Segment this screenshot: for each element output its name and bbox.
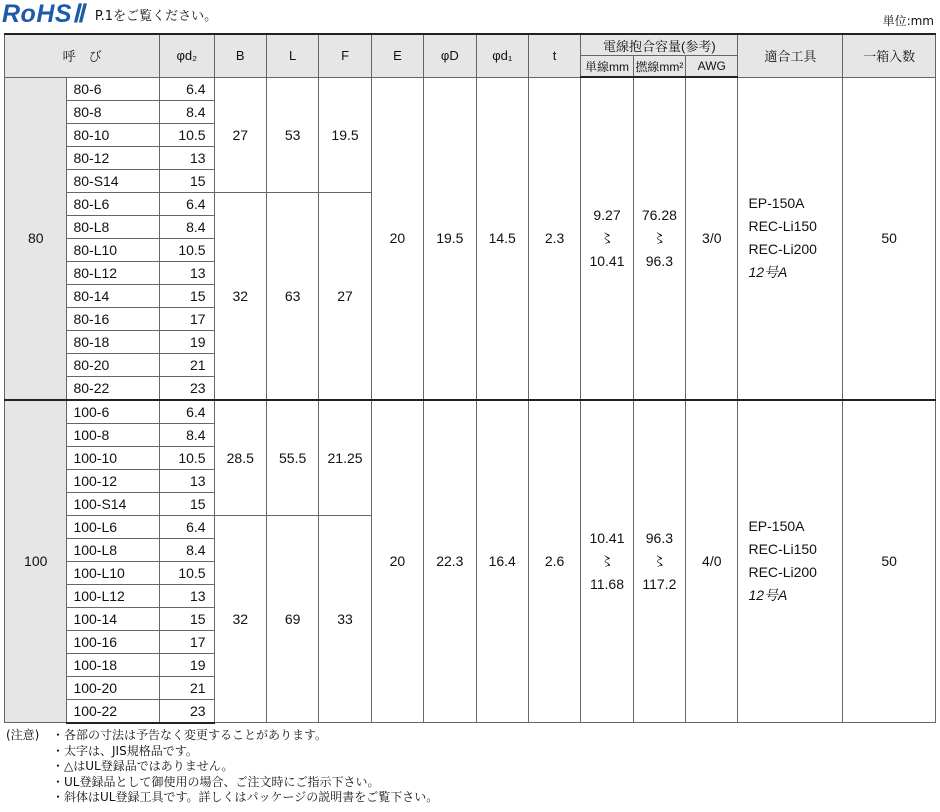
part-name: 80-20 — [67, 353, 160, 376]
notes-lines — [52, 728, 438, 806]
d2-cell: 13 — [160, 146, 214, 169]
part-name: 80-S14 — [67, 169, 160, 192]
d2-cell: 15 — [160, 607, 214, 630]
d2-cell: 10.5 — [160, 123, 214, 146]
part-name: 100-S14 — [67, 492, 160, 515]
e-cell: 20 — [371, 400, 423, 723]
single-wire-value: 11.68 — [589, 575, 624, 592]
stranded-wire-value: 76.28 — [641, 206, 677, 223]
qty-cell: 50 — [843, 400, 936, 723]
tool-name: EP-150A — [748, 195, 805, 211]
d-cell: 19.5 — [424, 77, 476, 400]
e-cell: 20 — [371, 77, 423, 400]
header-name: 呼 び — [5, 34, 160, 77]
l-cell: 69 — [266, 515, 318, 723]
spec-table-body — [5, 77, 936, 723]
d2-cell: 6.4 — [160, 515, 214, 538]
l-cell: 53 — [266, 77, 318, 192]
header-single: 単線mm — [581, 56, 633, 78]
t-cell: 2.6 — [528, 400, 580, 723]
tool-name: 12号A — [748, 264, 788, 280]
tool-name: REC-Li200 — [748, 564, 817, 581]
tools-cell — [738, 77, 843, 400]
part-name: 80-10 — [67, 123, 160, 146]
d2-cell: 17 — [160, 307, 214, 330]
tool-name: 12号A — [748, 587, 788, 604]
part-name: 100-L6 — [67, 515, 160, 538]
header-b: B — [214, 34, 266, 77]
f-cell: 33 — [319, 515, 371, 723]
part-name: 80-8 — [67, 100, 160, 123]
note-line: ・太字は、JIS規格品です。 — [52, 743, 198, 758]
d2-cell: 19 — [160, 330, 214, 353]
header-e: E — [371, 34, 423, 77]
d2-cell: 10.5 — [160, 238, 214, 261]
part-name: 80-L6 — [67, 192, 160, 215]
d2-cell: 8.4 — [160, 538, 214, 561]
d1-cell: 16.4 — [476, 400, 528, 723]
part-name: 100-12 — [67, 469, 160, 492]
b-cell: 27 — [214, 77, 266, 192]
single-wire-value: 〻 — [599, 229, 614, 246]
part-name: 100-18 — [67, 653, 160, 676]
tool-name: EP-150A — [748, 518, 805, 535]
part-name: 100-L8 — [67, 538, 160, 561]
table-row — [5, 77, 936, 100]
b-cell: 32 — [214, 515, 266, 723]
part-name: 100-22 — [67, 699, 160, 723]
part-name: 80-22 — [67, 376, 160, 400]
awg-cell: 3/0 — [686, 77, 738, 400]
header-d1: φd₁ — [476, 34, 528, 77]
d2-cell: 13 — [160, 261, 214, 284]
d2-cell: 6.4 — [160, 192, 214, 215]
header-f: F — [319, 34, 371, 77]
single-wire-cell — [581, 77, 633, 400]
note-line: ・UL登録品として御使用の場合、ご注文時にご指示下さい。 — [52, 774, 380, 789]
part-name: 80-6 — [67, 77, 160, 100]
size-cell: 100 — [5, 400, 67, 723]
stranded-wire-value: 117.2 — [642, 575, 677, 592]
d2-cell: 15 — [160, 169, 214, 192]
tools-cell — [738, 400, 843, 723]
header-d2: φd₂ — [160, 34, 214, 77]
header-stranded: 撚線mm² — [633, 56, 685, 78]
rohs-badge — [2, 2, 217, 26]
size-cell: 80 — [5, 77, 67, 400]
b-cell: 28.5 — [214, 400, 266, 516]
stranded-wire-cell — [633, 77, 685, 400]
d2-cell: 10.5 — [160, 446, 214, 469]
d2-cell: 10.5 — [160, 561, 214, 584]
tool-name: REC-Li150 — [748, 541, 817, 558]
d2-cell: 8.4 — [160, 423, 214, 446]
part-name: 100-L12 — [67, 584, 160, 607]
stranded-wire-value: 〻 — [652, 552, 667, 569]
d1-cell: 14.5 — [476, 77, 528, 400]
part-name: 100-10 — [67, 446, 160, 469]
part-name: 100-20 — [67, 676, 160, 699]
stranded-wire-value: 96.3 — [645, 529, 673, 546]
part-name: 80-L10 — [67, 238, 160, 261]
part-name: 80-16 — [67, 307, 160, 330]
stranded-wire-cell — [633, 400, 685, 723]
spec-table — [4, 33, 936, 724]
part-name: 100-16 — [67, 630, 160, 653]
d2-cell: 23 — [160, 376, 214, 400]
l-cell: 63 — [266, 192, 318, 400]
single-wire-cell — [581, 400, 633, 723]
part-name: 100-L10 — [67, 561, 160, 584]
part-name: 100-14 — [67, 607, 160, 630]
part-name: 80-L12 — [67, 261, 160, 284]
awg-cell: 4/0 — [686, 400, 738, 723]
note-line: ・斜体はUL登録工具です。詳しくはパッケージの説明書をご覧下さい。 — [52, 790, 439, 805]
stranded-wire-value: 96.3 — [645, 252, 673, 269]
part-name: 80-18 — [67, 330, 160, 353]
d2-cell: 8.4 — [160, 215, 214, 238]
tool-name: REC-Li150 — [748, 218, 817, 234]
table-row — [5, 400, 936, 424]
note-line: ・△はUL登録品ではありません。 — [52, 759, 234, 774]
t-cell: 2.3 — [528, 77, 580, 400]
note-line: ・各部の寸法は予告なく変更することがあります。 — [52, 728, 328, 742]
rohs-logo: RoHSⅡ — [2, 0, 85, 28]
unit-label: 単位:mm — [882, 14, 934, 28]
f-cell: 19.5 — [319, 77, 371, 192]
d2-cell: 6.4 — [160, 400, 214, 424]
part-name: 80-14 — [67, 284, 160, 307]
d2-cell: 13 — [160, 469, 214, 492]
part-name: 100-6 — [67, 400, 160, 424]
d2-cell: 23 — [160, 699, 214, 723]
rohs-reference: P.1をご覧ください。 — [94, 8, 218, 24]
d2-cell: 15 — [160, 492, 214, 515]
d2-cell: 21 — [160, 353, 214, 376]
tool-name: REC-Li200 — [748, 241, 817, 257]
header-qty: 一箱入数 — [843, 34, 936, 77]
single-wire-value: 10.41 — [589, 252, 625, 269]
d2-cell: 21 — [160, 676, 214, 699]
single-wire-value: 9.27 — [593, 206, 621, 223]
qty-cell: 50 — [843, 77, 936, 400]
part-name: 100-8 — [67, 423, 160, 446]
notes — [6, 728, 438, 806]
part-name: 80-L8 — [67, 215, 160, 238]
header-tools: 適合工具 — [738, 34, 843, 77]
b-cell: 32 — [214, 192, 266, 400]
stranded-wire-value: 〻 — [652, 229, 667, 246]
l-cell: 55.5 — [266, 400, 318, 516]
f-cell: 21.25 — [319, 400, 371, 516]
header-d: φD — [424, 34, 476, 77]
d2-cell: 6.4 — [160, 77, 214, 100]
part-name: 80-12 — [67, 146, 160, 169]
header-capacity: 電線抱合容量(参考) — [581, 34, 738, 56]
d2-cell: 15 — [160, 284, 214, 307]
single-wire-value: 10.41 — [589, 529, 625, 546]
f-cell: 27 — [319, 192, 371, 400]
d2-cell: 8.4 — [160, 100, 214, 123]
d2-cell: 13 — [160, 584, 214, 607]
single-wire-value: 〻 — [599, 552, 614, 569]
header-awg: AWG — [686, 56, 738, 78]
d2-cell: 17 — [160, 630, 214, 653]
notes-label: (注意) — [6, 728, 40, 742]
d-cell: 22.3 — [424, 400, 476, 723]
header-l: L — [266, 34, 318, 77]
header-t: t — [528, 34, 580, 77]
d2-cell: 19 — [160, 653, 214, 676]
